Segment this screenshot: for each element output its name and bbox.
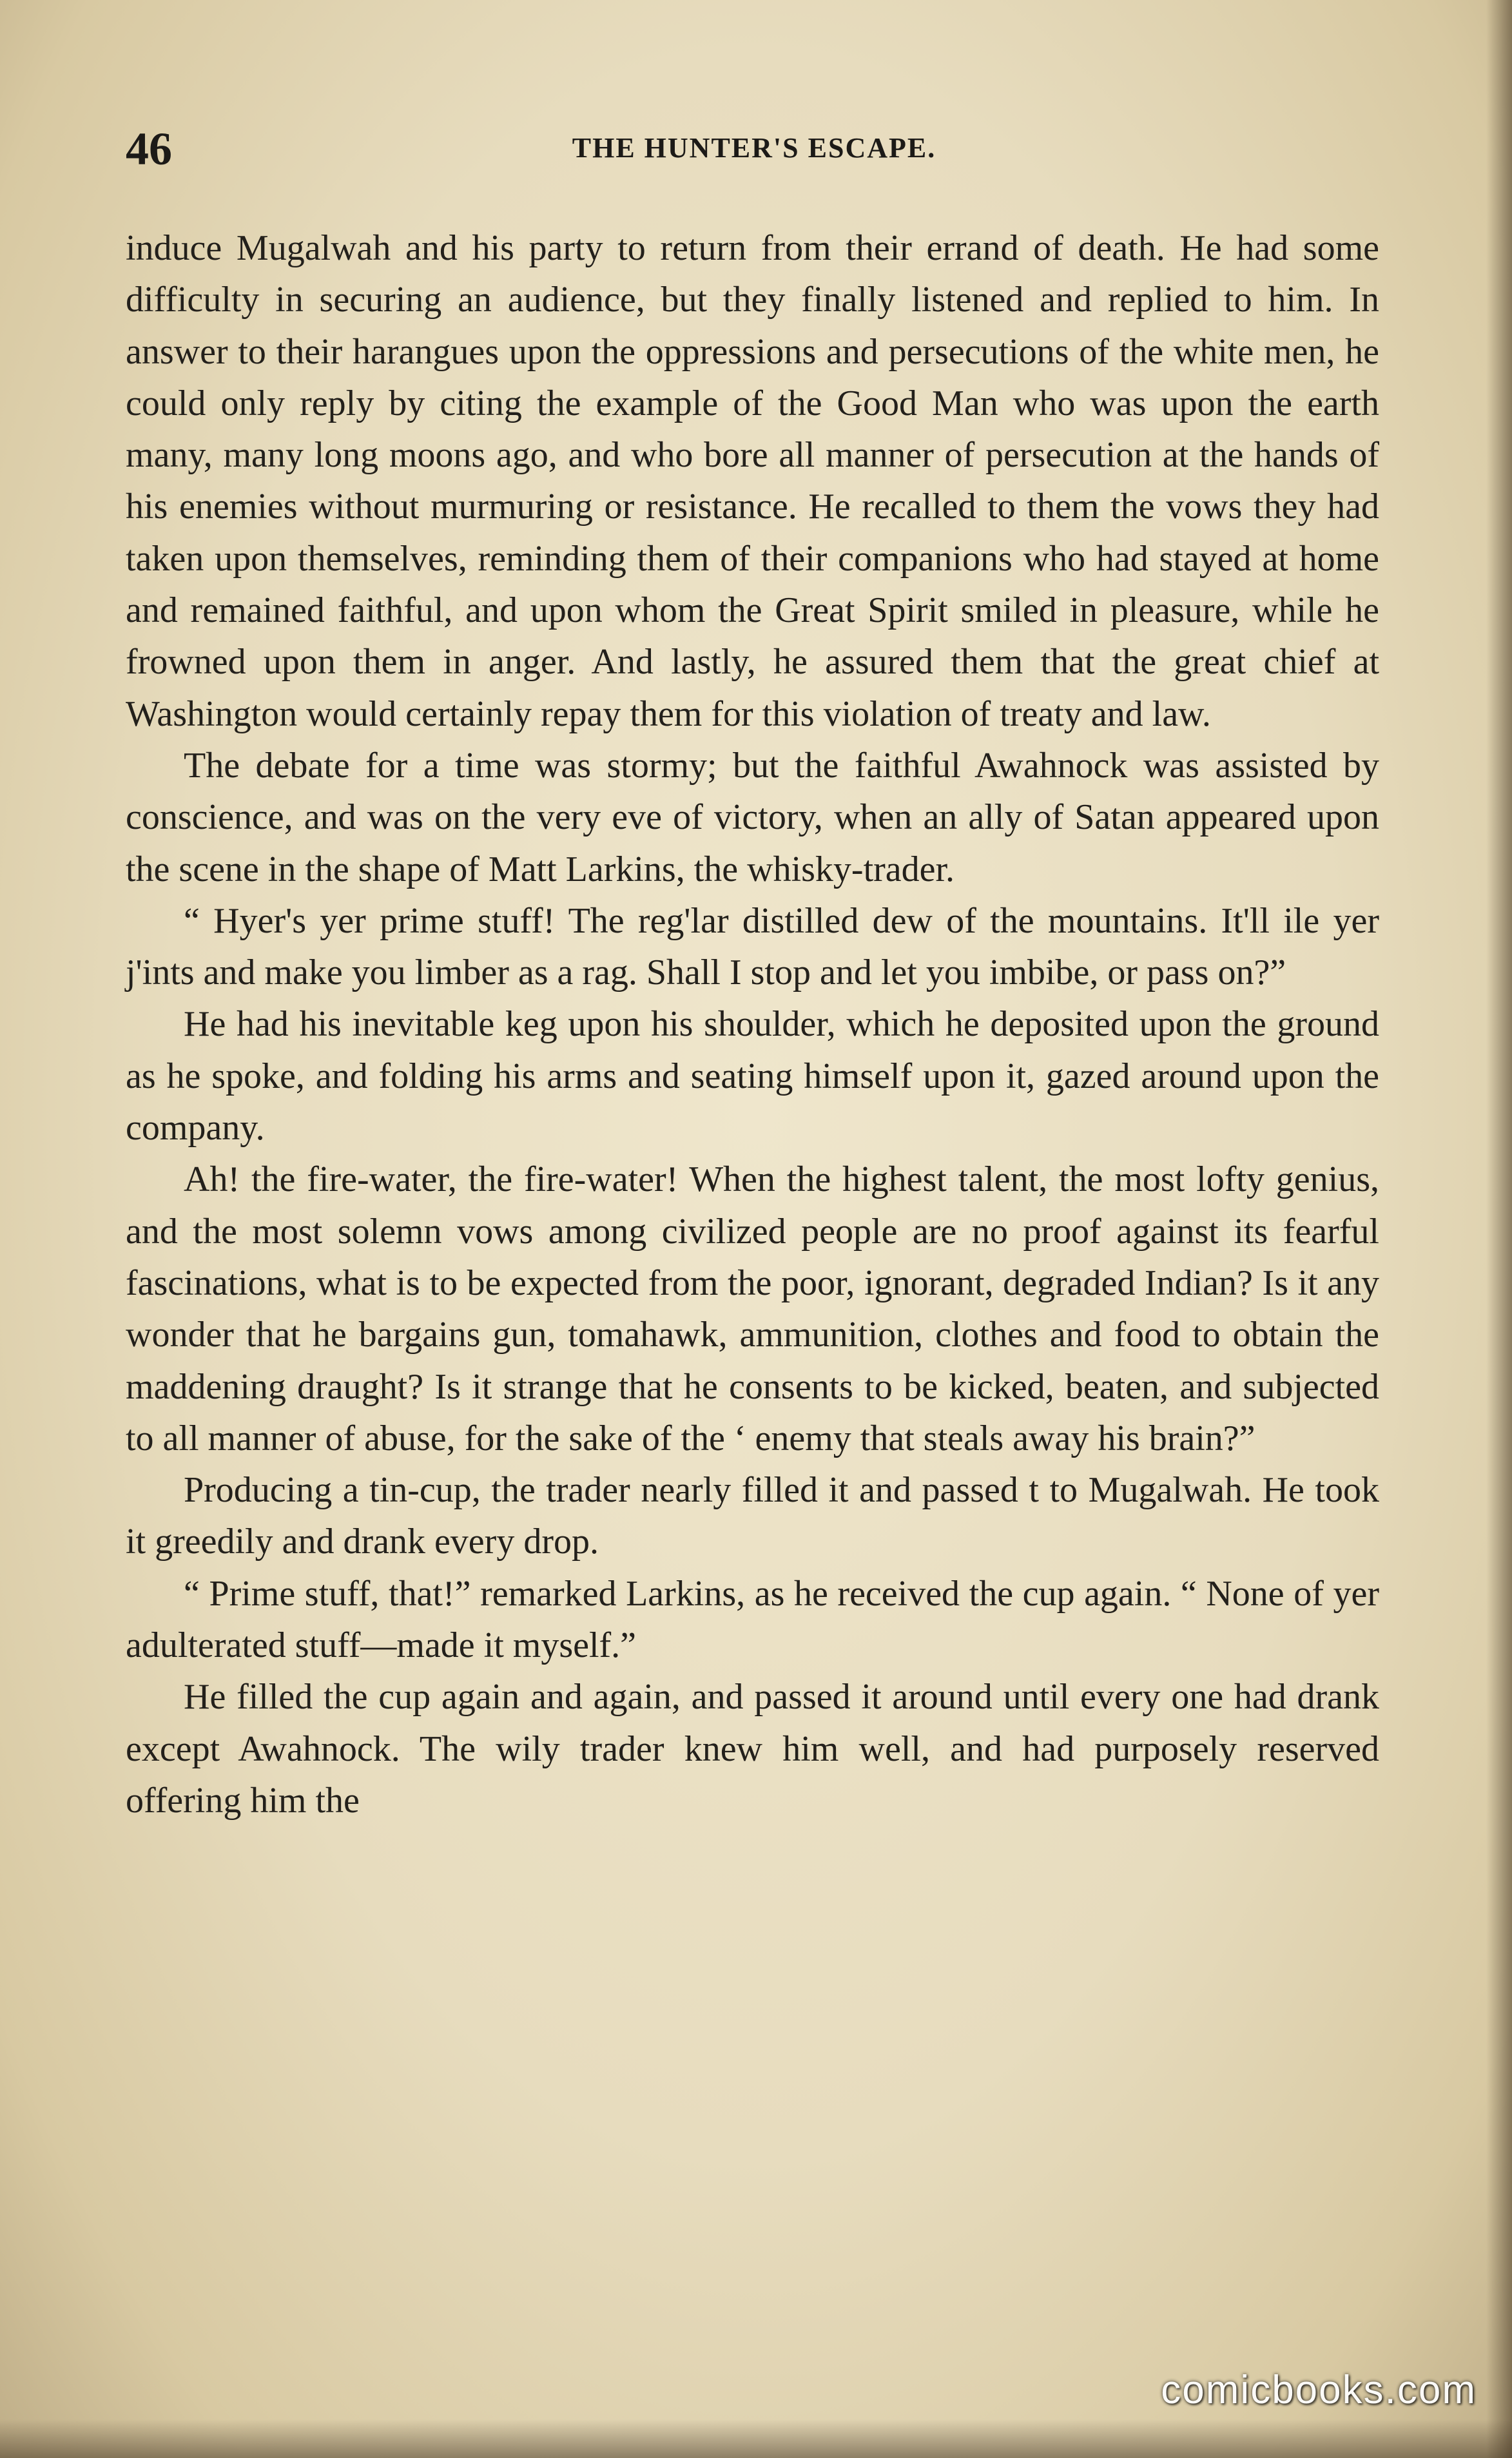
page-number: 46 [126,123,172,175]
paragraph: He filled the cup again and again, and passed it around until every one had drank except Awahnock. The wily trader knew him well, and had purposely reserved offering him the [126,1677,1379,1821]
paragraph: “ Hyer's yer prime stuff! The reg'lar distilled dew of the mountains. It'll ile yer j'ints and make you limber as a rag. Shall I stop and let you imbibe, or pass on?” [126,900,1379,993]
page-edge-shadow [1486,0,1512,2458]
paragraph: Producing a tin-cup, the trader nearly filled it and passed t to Mugalwah. He took it greedily and drank every drop. [126,1470,1379,1562]
paragraph: induce Mugalwah and his party to return from their errand of death. He had some difficulty in securing an audience, but they finally listened and replied to him. In answer to their harangues upon the oppressions and persecutions of the white men, he could only reply by citing the example of the Good Man who was upon the earth many, many long moons ago, and who bore all manner of persecution at the hands of his enemies without murmuring or resistance. He recalled to them the vows they had taken upon themselves, reminding them of their companions who had stayed at home and remained faithful, and upon whom the Great Spirit smiled in pleasure, while he frowned upon them in anger. And lastly, he assured them that the great chief at Washington would certainly repay them for this violation of treaty and law. [126,228,1379,734]
body-text [126,222,1379,1826]
paragraph: “ Prime stuff, that!” remarked Larkins, as he received the cup again. “ None of yer adulterated stuff—made it myself.” [126,1573,1379,1666]
watermark: comicbooks.com [1161,2368,1477,2412]
page-header [126,122,1382,180]
paragraph: He had his inevitable keg upon his shoulder, which he deposited upon the ground as he spoke, and folding his arms and seating himself upon it, gazed around upon the company. [126,1004,1379,1148]
running-head: THE HUNTER'S ESCAPE. [572,132,936,164]
paragraph: Ah! the fire-water, the fire-water! When the highest talent, the most lofty genius, and the most solemn vows among civilized people are no proof against its fearful fascinations, what is to be expected from the poor, ignorant, degraded Indian? Is it any wonder that he bargains gun, tomahawk, ammunition, clothes and food to obtain the maddening draught? Is it strange that he consents to be kicked, beaten, and subjected to all manner of abuse, for the sake of the ‘ enemy that steals away his brain?” [126,1159,1379,1458]
page-bottom-shadow [0,2419,1512,2458]
paragraph: The debate for a time was stormy; but the faithful Awahnock was assisted by conscience, and was on the very eve of victory, when an ally of Satan appeared upon the scene in the shape of Matt Larkins, the whisky-trader. [126,745,1379,889]
